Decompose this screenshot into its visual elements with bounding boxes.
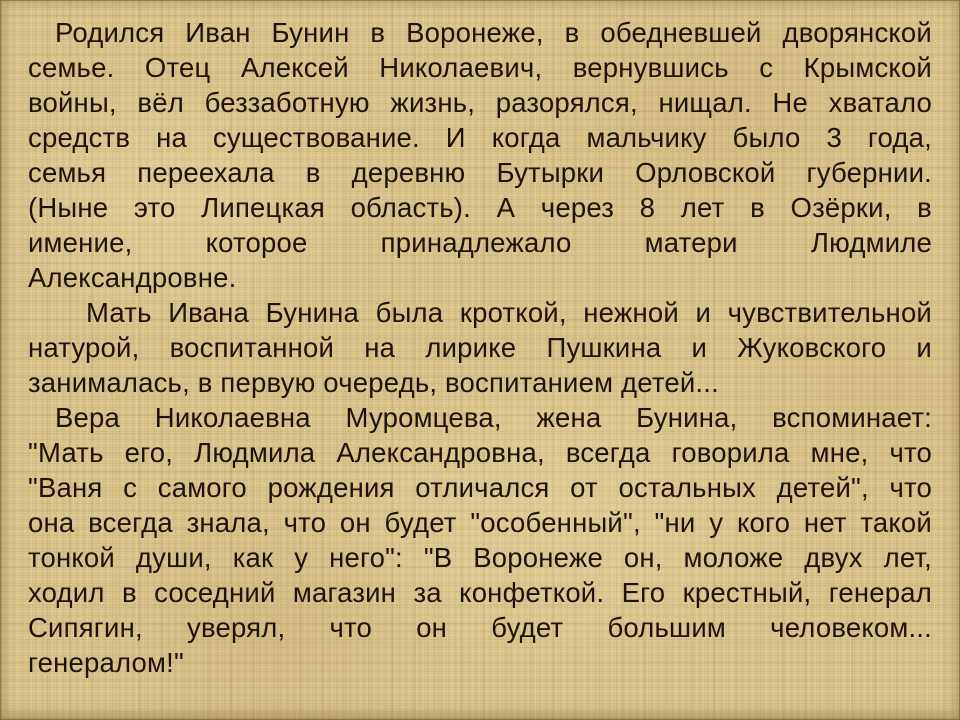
text-line: натурой, воспитанной на лирике Пушкина и Жуковского и (28, 332, 932, 363)
text-line: средств на существование. И когда мальчику было 3 года, (28, 122, 932, 153)
text-line: Александровне. (28, 262, 237, 293)
text-line: генералом!" (28, 647, 184, 678)
text-line: "Мать его, Людмила Александровна, всегда говорила мне, что (28, 437, 932, 468)
text-line: она всегда знала, что он будет "особенный", "ни у кого нет такой (28, 507, 932, 538)
text-line: занималась, в первую очередь, воспитанием детей... (28, 367, 719, 398)
text-line: Родился Иван Бунин в Воронеже, в обедневшей дворянской (55, 17, 932, 48)
paragraph-mother (28, 295, 932, 400)
text-line: тонкой души, как у него": "В Воронеже он, моложе двух лет, (28, 542, 932, 573)
text-line: "Ваня с самого рождения отличался от остальных детей", что (28, 472, 932, 503)
text-line: (Ныне это Липецкая область). А через 8 лет в Озёрки, в (28, 192, 932, 223)
text-line: семья переехала в деревню Бутырки Орловской губернии. (28, 157, 932, 188)
text-line: Вера Николаевна Муромцева, жена Бунина, вспоминает: (55, 402, 932, 433)
text-line: ходил в соседний магазин за конфеткой. Его крестный, генерал (28, 577, 932, 608)
text-line: Мать Ивана Бунина была кроткой, нежной и чувствительной (86, 297, 932, 328)
text-line: имение, которое принадлежало матери Людмиле (28, 227, 932, 258)
text-line: Сипягин, уверял, что он будет большим человеком... (28, 612, 932, 643)
text-line: семье. Отец Алексей Николаевич, вернувшись с Крымской (28, 52, 932, 83)
text-line: войны, вёл беззаботную жизнь, разорялся, нищал. Не хватало (28, 87, 932, 118)
paragraph-birth (28, 15, 932, 295)
paragraph-muromtseva-quote (28, 400, 932, 680)
